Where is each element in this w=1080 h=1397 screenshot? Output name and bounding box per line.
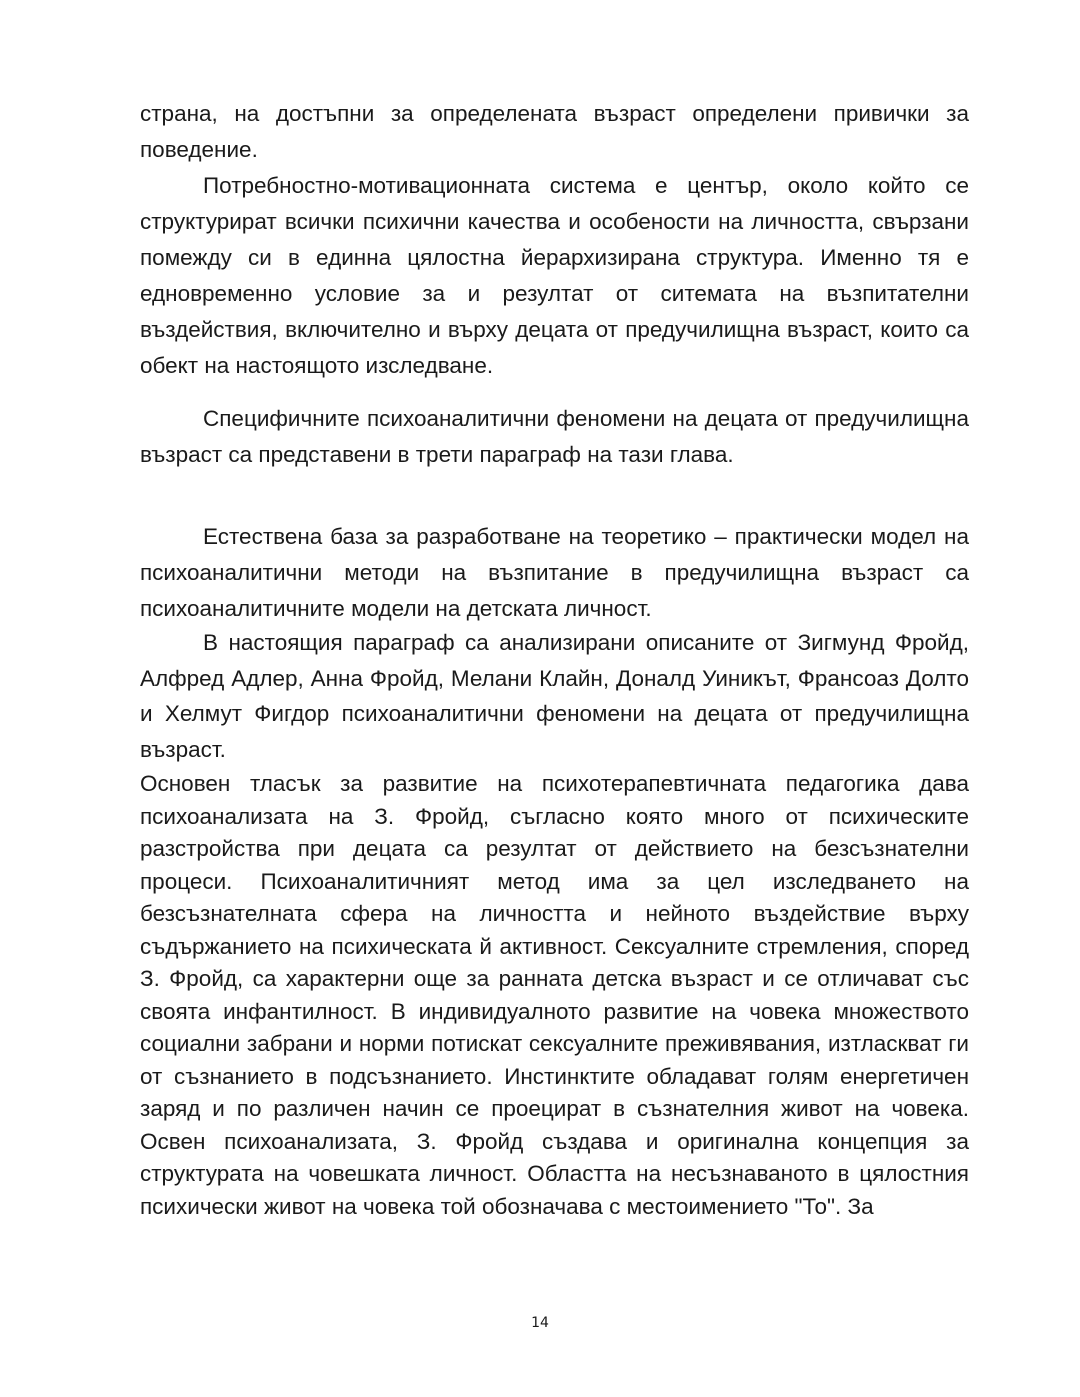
paragraph-natural-base: Естествена база за разработване на теоретико – практически модел на психоаналитични методи на възпитание в предучилищна възраст са психоаналитичните модели на детската личност. bbox=[140, 524, 969, 621]
paragraph-motivational-system: Потребностно-мотивационната система е център, около който се структурират всички психични качества и особености на личността, свързани помежду си в единна цялостна йерархизирана структура. Именно тя е едновременно условие за и резултат от ситемата на възпитателни въздействия, включително и върху децата от предучилищна възраст, които са обект на настоящото изследване. bbox=[140, 173, 969, 378]
paragraph-specific-phenomena: Специфичните психоаналитични феномени на децата от предучилищна възраст са представени в трети параграф на тази глава. bbox=[140, 406, 969, 467]
paragraph-freud-psychoanalysis: Основен тласък за развитие на психотерапевтичната педагогика дава психоанализата на З. Фройд, съгласно която много от психическите разстройства при децата са резултат от действието на безсъзнателни процеси. Психоаналитичният метод има за цел изследването на безсъзнателната сфера на личността и нейното въздействие върху съдържанието на психическата й активност. Сексуалните стремления, според З. Фройд, са характерни още за ранната детска възраст и се отличават със своята инфантилност. В индивидуалното развитие на човека множеството социални забрани и норми потискат сексуалните преживявания, изтласкват ги от съзнанието в подсъзнанието. Инстинктите обладават голям енергетичен заряд и по различен начин се проецират в съзнателния живот на човека. Освен психоанализата, З. Фройд създава и оригинална концепция за структурата на човешката личност. Областта на несъзнаваното в цялостния психически живот на човека той обозначава с местоимението "То". За bbox=[140, 771, 969, 1219]
page-number: 14 bbox=[531, 1315, 549, 1331]
paragraph-continuation: страна, на достъпни за определената възраст определени привички за поведение. bbox=[140, 101, 969, 162]
paragraph-analyzed-authors: В настоящия параграф са анализирани описаните от Зигмунд Фройд, Алфред Адлер, Анна Фройд, Мелани Клайн, Доналд Уиникът, Франсоаз Долто и Хелмут Фигдор психоаналитични феномени на децата от предучилищна възраст. bbox=[140, 630, 969, 762]
